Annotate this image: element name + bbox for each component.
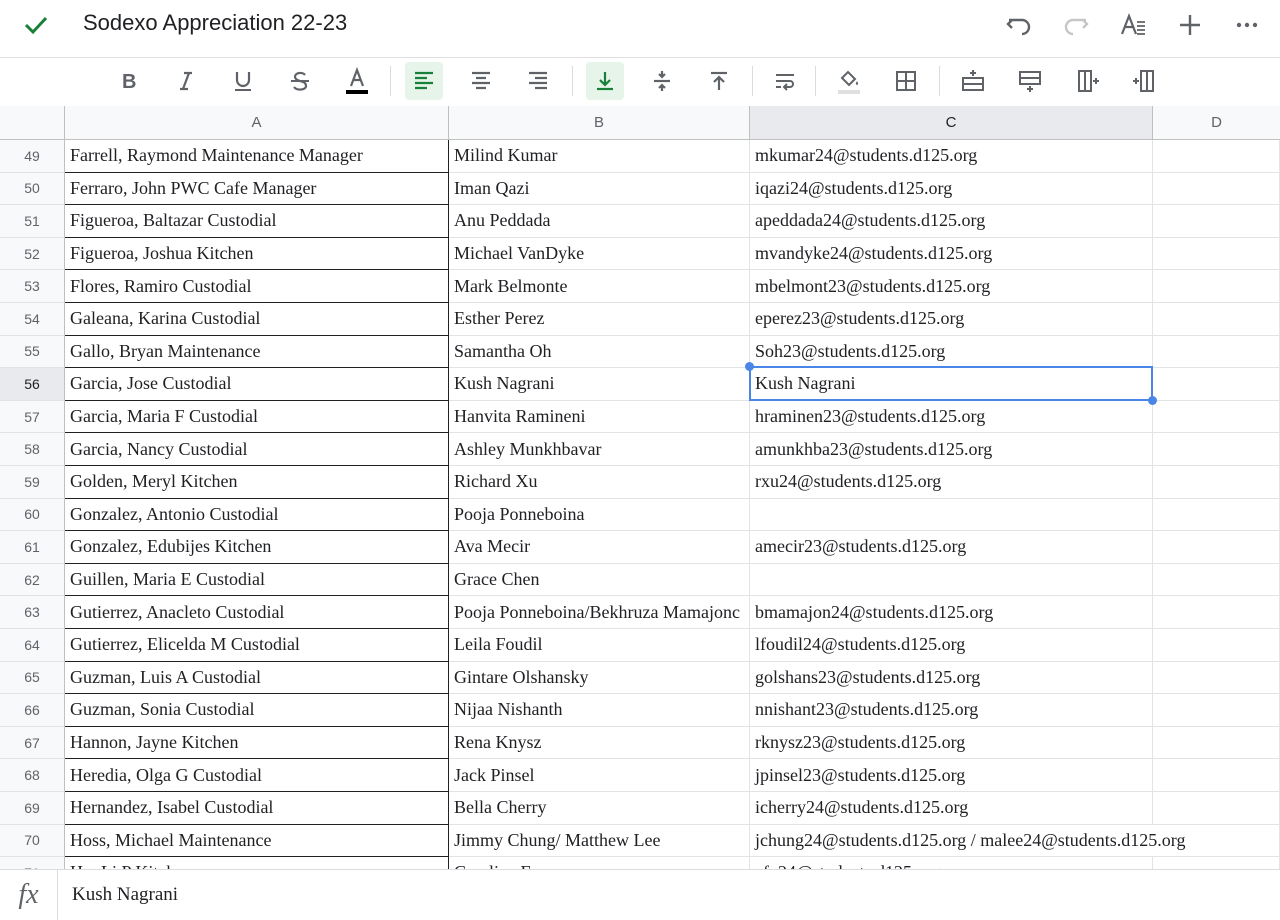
row-header[interactable]: 52 [0, 238, 65, 271]
cell-a[interactable]: Guillen, Maria E Custodial [65, 564, 449, 597]
cell-d[interactable] [1153, 173, 1280, 206]
cell-b[interactable]: Anu Peddada [449, 205, 750, 238]
cell-c[interactable]: rknysz23@students.d125.org [750, 727, 1153, 760]
valign-middle-icon[interactable] [643, 62, 681, 100]
cell-b[interactable]: Milind Kumar [449, 140, 750, 173]
cell-b[interactable]: Grace Chen [449, 564, 750, 597]
row-header[interactable]: 54 [0, 303, 65, 336]
cell-a[interactable]: Hoss, Michael Maintenance [65, 825, 449, 858]
cell-d[interactable] [1153, 564, 1280, 597]
cell-b[interactable]: Jimmy Chung/ Matthew Lee [449, 825, 750, 858]
cell-b[interactable]: Rena Knysz [449, 727, 750, 760]
table-row [0, 368, 1280, 401]
cell-d[interactable] [1153, 727, 1280, 760]
table-row [0, 564, 1280, 597]
cell-c[interactable]: nnishant23@students.d125.org [750, 694, 1153, 727]
cell-d[interactable] [1153, 303, 1280, 336]
borders-icon[interactable] [887, 62, 925, 100]
cell-b[interactable]: Hanvita Ramineni [449, 401, 750, 434]
table-row [0, 270, 1280, 303]
svg-text:B: B [122, 71, 137, 93]
strikethrough-icon[interactable] [281, 62, 319, 100]
row-header[interactable]: 50 [0, 173, 65, 206]
table-row [0, 303, 1280, 336]
table-row [0, 825, 1280, 858]
cell-c[interactable]: bmamajon24@students.d125.org [750, 596, 1153, 629]
table-row [0, 759, 1280, 792]
valign-bottom-icon[interactable] [586, 62, 624, 100]
cell-a[interactable]: Figueroa, Baltazar Custodial [65, 205, 449, 238]
row-header[interactable]: 69 [0, 792, 65, 825]
select-all-corner[interactable] [0, 106, 65, 140]
cell-a[interactable]: Gutierrez, Elicelda M Custodial [65, 629, 449, 662]
cell-a[interactable]: Gonzalez, Antonio Custodial [65, 499, 449, 532]
cell-b[interactable]: Pooja Ponneboina [449, 499, 750, 532]
row-header[interactable]: 66 [0, 694, 65, 727]
row-header[interactable]: 70 [0, 825, 65, 858]
cell-b[interactable]: Richard Xu [449, 466, 750, 499]
cell-a[interactable]: Galeana, Karina Custodial [65, 303, 449, 336]
fx-icon: fx [0, 870, 58, 920]
italic-icon[interactable] [167, 62, 205, 100]
redo-icon[interactable] [1060, 9, 1092, 41]
cell-c[interactable]: eperez23@students.d125.org [750, 303, 1153, 336]
text-format-icon[interactable] [1117, 9, 1149, 41]
formula-input[interactable]: Kush Nagrani [72, 884, 179, 905]
cell-d[interactable] [1153, 792, 1280, 825]
table-row [0, 662, 1280, 695]
cell-a[interactable]: Guzman, Sonia Custodial [65, 694, 449, 727]
table-row [0, 433, 1280, 466]
cell-b[interactable]: Samantha Oh [449, 336, 750, 369]
underline-icon[interactable] [224, 62, 262, 100]
cell-b[interactable]: Esther Perez [449, 303, 750, 336]
table-row [0, 531, 1280, 564]
row-header[interactable]: 55 [0, 336, 65, 369]
cell-c[interactable]: jchung24@students.d125.org / malee24@students.d125.org [750, 825, 1153, 858]
row-header[interactable]: 58 [0, 433, 65, 466]
cell-a[interactable]: Garcia, Maria F Custodial [65, 401, 449, 434]
row-header[interactable]: 68 [0, 759, 65, 792]
row-header[interactable]: 56 [0, 368, 65, 401]
cell-a[interactable]: Heredia, Olga G Custodial [65, 759, 449, 792]
row-header[interactable]: 62 [0, 564, 65, 597]
selection-handle-top-left[interactable] [745, 362, 754, 371]
insert-row-below-icon[interactable] [1011, 62, 1049, 100]
cell-c[interactable]: mbelmont23@students.d125.org [750, 270, 1153, 303]
row-header[interactable]: 51 [0, 205, 65, 238]
table-row [0, 694, 1280, 727]
cell-b[interactable]: Pooja Ponneboina/Bekhruza Mamajonc [449, 596, 750, 629]
table-row [0, 792, 1280, 825]
cell-c[interactable]: mvandyke24@students.d125.org [750, 238, 1153, 271]
cell-d[interactable] [1153, 694, 1280, 727]
align-right-icon[interactable] [519, 62, 557, 100]
wrap-icon[interactable] [766, 62, 804, 100]
cell-c[interactable]: Kush Nagrani [750, 368, 1153, 401]
cell-b[interactable]: Jack Pinsel [449, 759, 750, 792]
spreadsheet-grid [0, 140, 1280, 869]
format-toolbar [0, 58, 1280, 107]
valign-top-icon[interactable] [700, 62, 738, 100]
cell-a[interactable]: Garcia, Jose Custodial [65, 368, 449, 401]
row-header[interactable]: 65 [0, 662, 65, 695]
cell-c[interactable]: Soh23@students.d125.org [750, 336, 1153, 369]
insert-row-above-icon[interactable] [954, 62, 992, 100]
cell-c[interactable]: rxu24@students.d125.org [750, 466, 1153, 499]
table-row [0, 336, 1280, 369]
cell-c[interactable]: amecir23@students.d125.org [750, 531, 1153, 564]
text-color-icon[interactable] [338, 62, 376, 100]
table-row [0, 596, 1280, 629]
formula-bar [0, 869, 1280, 920]
cell-d[interactable] [1153, 825, 1280, 858]
cell-b[interactable]: Ava Mecir [449, 531, 750, 564]
row-header[interactable]: 59 [0, 466, 65, 499]
cell-c[interactable] [750, 564, 1153, 597]
insert-column-left-icon[interactable] [1070, 62, 1108, 100]
row-header[interactable]: 63 [0, 596, 65, 629]
cell-c[interactable] [750, 499, 1153, 532]
cell-b[interactable]: Ashley Munkhbavar [449, 433, 750, 466]
undo-icon[interactable] [1003, 9, 1035, 41]
cell-a[interactable]: Flores, Ramiro Custodial [65, 270, 449, 303]
cell-b[interactable]: Kush Nagrani [449, 368, 750, 401]
cell-b[interactable]: Leila Foudil [449, 629, 750, 662]
cell-a[interactable]: Figueroa, Joshua Kitchen [65, 238, 449, 271]
cell-b[interactable]: Bella Cherry [449, 792, 750, 825]
cell-c[interactable]: amunkhba23@students.d125.org [750, 433, 1153, 466]
cell-d[interactable] [1153, 205, 1280, 238]
table-row [0, 173, 1280, 206]
column-header-c[interactable]: C [750, 106, 1153, 140]
cell-c[interactable]: lfoudil24@students.d125.org [750, 629, 1153, 662]
column-header-b[interactable]: B [449, 106, 750, 140]
more-icon[interactable] [1231, 9, 1263, 41]
cell-a[interactable]: Golden, Meryl Kitchen [65, 466, 449, 499]
cell-d[interactable] [1153, 368, 1280, 401]
check-icon[interactable] [22, 11, 50, 39]
table-row [0, 727, 1280, 760]
column-header-d[interactable]: D [1153, 106, 1280, 140]
row-header[interactable]: 61 [0, 531, 65, 564]
cell-d[interactable] [1153, 531, 1280, 564]
selection-handle-bottom-right[interactable] [1148, 396, 1157, 405]
row-header[interactable]: 64 [0, 629, 65, 662]
cell-a[interactable]: Guzman, Luis A Custodial [65, 662, 449, 695]
cell-b[interactable]: Nijaa Nishanth [449, 694, 750, 727]
table-row [0, 238, 1280, 271]
cell-b[interactable]: Mark Belmonte [449, 270, 750, 303]
cell-c[interactable]: golshans23@students.d125.org [750, 662, 1153, 695]
add-icon[interactable] [1174, 9, 1206, 41]
cell-d[interactable] [1153, 238, 1280, 271]
row-header[interactable]: 49 [0, 140, 65, 173]
cell-d[interactable] [1153, 270, 1280, 303]
cell-d[interactable] [1153, 662, 1280, 695]
row-header[interactable]: 53 [0, 270, 65, 303]
cell-d[interactable] [1153, 140, 1280, 173]
cell-a[interactable]: Garcia, Nancy Custodial [65, 433, 449, 466]
cell-a[interactable]: Farrell, Raymond Maintenance Manager [65, 140, 449, 173]
document-title[interactable]: Sodexo Appreciation 22-23 [83, 10, 348, 35]
cell-b[interactable]: Michael VanDyke [449, 238, 750, 271]
cell-b[interactable]: Gintare Olshansky [449, 662, 750, 695]
cell-d[interactable] [1153, 596, 1280, 629]
cell-a[interactable]: Ferraro, John PWC Cafe Manager [65, 173, 449, 206]
bold-icon[interactable] [110, 62, 148, 100]
table-row [0, 466, 1280, 499]
table-row [0, 140, 1280, 173]
row-header[interactable]: 67 [0, 727, 65, 760]
cell-a[interactable]: Gonzalez, Edubijes Kitchen [65, 531, 449, 564]
cell-a[interactable]: Hernandez, Isabel Custodial [65, 792, 449, 825]
row-header[interactable]: 57 [0, 401, 65, 434]
cell-b[interactable]: Iman Qazi [449, 173, 750, 206]
table-row [0, 205, 1280, 238]
cell-d[interactable] [1153, 759, 1280, 792]
table-row [0, 401, 1280, 434]
cell-d[interactable] [1153, 433, 1280, 466]
cell-d[interactable] [1153, 401, 1280, 434]
table-row [0, 499, 1280, 532]
fill-color-icon[interactable] [830, 62, 868, 100]
top-bar [0, 0, 1280, 58]
align-left-icon[interactable] [405, 62, 443, 100]
cell-c[interactable]: icherry24@students.d125.org [750, 792, 1153, 825]
cell-d[interactable] [1153, 336, 1280, 369]
cell-a[interactable]: Gallo, Bryan Maintenance [65, 336, 449, 369]
table-row [0, 629, 1280, 662]
cell-d[interactable] [1153, 499, 1280, 532]
column-header-a[interactable]: A [65, 106, 449, 140]
cell-c[interactable]: jpinsel23@students.d125.org [750, 759, 1153, 792]
align-center-icon[interactable] [462, 62, 500, 100]
cell-c[interactable]: apeddada24@students.d125.org [750, 205, 1153, 238]
cell-c[interactable]: iqazi24@students.d125.org [750, 173, 1153, 206]
cell-a[interactable]: Hannon, Jayne Kitchen [65, 727, 449, 760]
cell-c[interactable]: hraminen23@students.d125.org [750, 401, 1153, 434]
insert-column-right-icon[interactable] [1124, 62, 1162, 100]
cell-d[interactable] [1153, 629, 1280, 662]
row-header[interactable]: 60 [0, 499, 65, 532]
cell-a[interactable]: Gutierrez, Anacleto Custodial [65, 596, 449, 629]
cell-c[interactable]: mkumar24@students.d125.org [750, 140, 1153, 173]
cell-d[interactable] [1153, 466, 1280, 499]
